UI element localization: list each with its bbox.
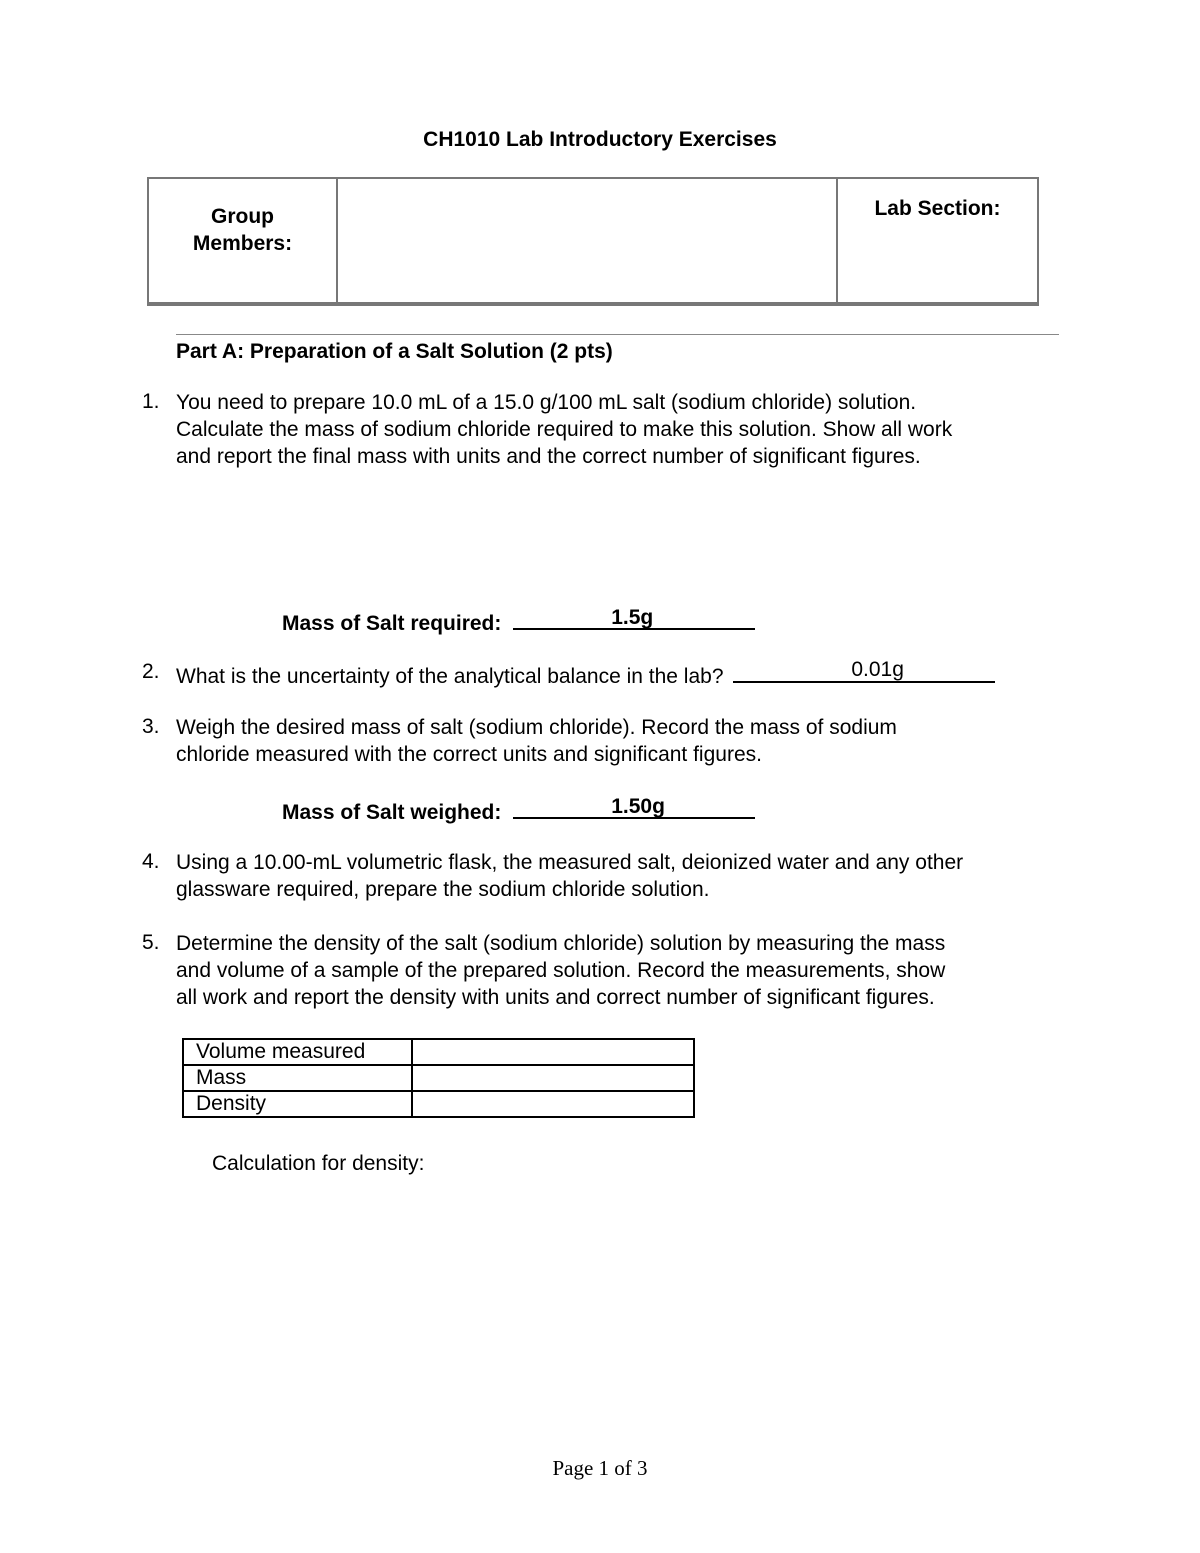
q2-number: 2. [142, 660, 160, 683]
mass-required-label: Mass of Salt required: [282, 612, 502, 635]
q5-number: 5. [142, 931, 160, 954]
q5-text: Determine the density of the salt (sodium chloride) solution by measuring the mass and volume of a sample of the prepared solution. Record the measurements, show all work and report the density with units and correct number of significant figures. [176, 932, 946, 1009]
table-row [183, 1091, 694, 1117]
mass-weighed-value: 1.50g [611, 795, 665, 818]
group-info-table [147, 177, 1039, 306]
balance-uncertainty-value: 0.01g [851, 658, 904, 681]
section-divider [176, 334, 1059, 335]
q3-text: Weigh the desired mass of salt (sodium chloride). Record the mass of sodium chloride measured with the correct units and significant figures. [176, 716, 897, 766]
q4-text: Using a 10.00-mL volumetric flask, the measured salt, deionized water and any other glassware required, prepare the sodium chloride solution. [176, 851, 964, 901]
mass-weighed-label: Mass of Salt weighed: [282, 801, 502, 824]
density-label: Density [183, 1091, 412, 1117]
mass-required-value: 1.5g [611, 606, 654, 629]
group-members-field[interactable] [338, 179, 838, 302]
mass-input[interactable] [412, 1065, 694, 1091]
q2-text: What is the uncertainty of the analytical balance in the lab? [176, 665, 724, 688]
q3-number: 3. [142, 715, 160, 738]
balance-uncertainty-field[interactable] [733, 659, 995, 683]
part-a-heading: Part A: Preparation of a Salt Solution (2 pts) [176, 340, 613, 363]
lab-section-cell[interactable] [838, 179, 1037, 302]
table-row [183, 1065, 694, 1091]
mass-weighed-field[interactable] [513, 795, 755, 819]
q1-number: 1. [142, 390, 160, 413]
mass-weighed-row [282, 795, 755, 825]
q1-text: You need to prepare 10.0 mL of a 15.0 g/100 mL salt (sodium chloride) solution. Calculate the mass of sodium chloride required to make this solution. Show all work and report the final mass with units and the correct number of significant figures. [176, 391, 953, 468]
mass-required-field[interactable] [513, 606, 755, 630]
group-label-line1: Group [211, 205, 274, 228]
density-input[interactable] [412, 1091, 694, 1117]
mass-label: Mass [183, 1065, 412, 1091]
calculation-label: Calculation for density: [212, 1152, 425, 1175]
group-members-label-cell [149, 179, 338, 302]
lab-section-label: Lab Section: [874, 197, 1001, 220]
density-measurements-table [182, 1038, 695, 1118]
volume-measured-input[interactable] [412, 1039, 694, 1065]
volume-measured-label: Volume measured [183, 1039, 412, 1065]
mass-required-row [282, 606, 755, 636]
q2-row [176, 659, 995, 690]
group-label-line2: Members: [192, 232, 293, 255]
page-title: CH1010 Lab Introductory Exercises [423, 128, 777, 151]
table-row [183, 1039, 694, 1065]
q4-number: 4. [142, 850, 160, 873]
page-footer: Page 1 of 3 [552, 1456, 648, 1480]
